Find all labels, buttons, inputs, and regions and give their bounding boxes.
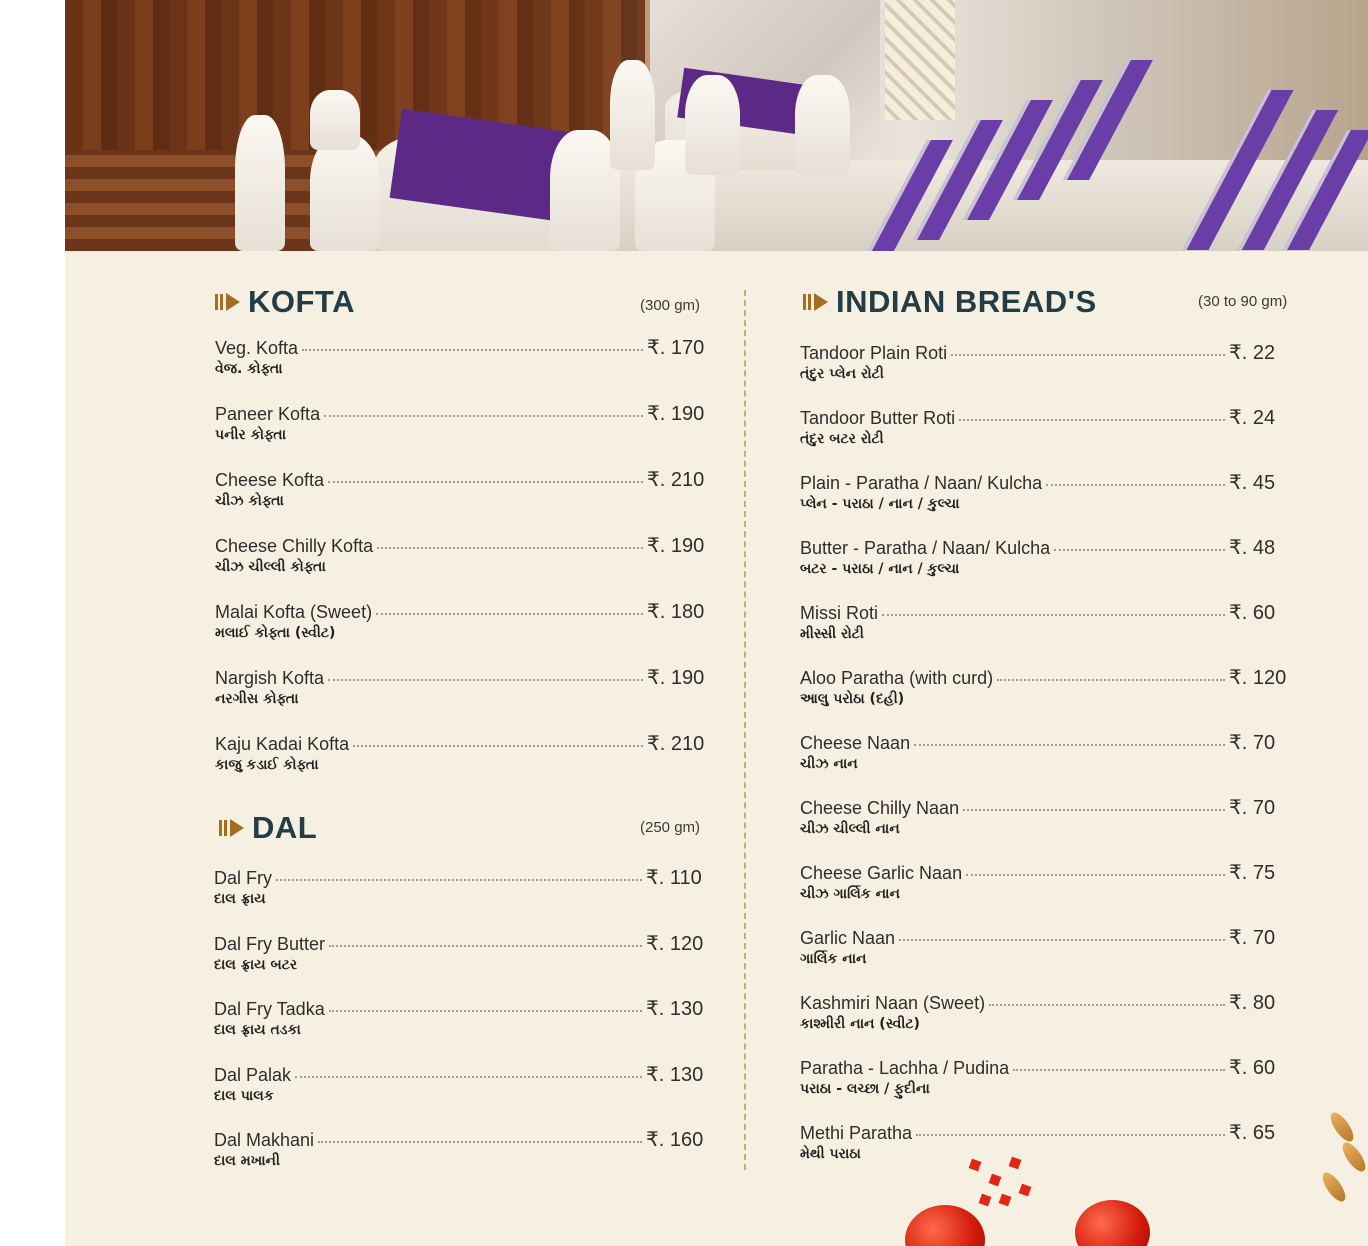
menu-item-name: Kaju Kadai Kofta [215,734,350,754]
portion-size: (30 to 90 gm) [1198,293,1288,310]
menu-item-row [800,535,1287,561]
menu-item-name: Veg. Kofta [215,338,299,358]
menu-item-gujarati-name: મીસ્સી રોટી [800,626,864,642]
menu-item-price: ₹. 22 [1229,342,1276,364]
dot-leader [959,419,1225,421]
menu-page [65,0,1368,1246]
menu-item [800,925,1287,975]
dot-leader [966,874,1225,876]
menu-item [800,665,1287,715]
dot-leader [1046,484,1225,486]
menu-item-price: ₹. 45 [1229,472,1276,494]
dot-leader [899,939,1225,941]
menu-item [800,600,1287,650]
menu-item-price: ₹. 190 [647,667,705,689]
menu-item-name: Kashmiri Naan (Sweet) [800,993,986,1013]
menu-item-name: Garlic Naan [800,928,896,948]
menu-item [800,535,1287,585]
menu-item [215,731,705,781]
menu-item-row [800,1120,1287,1146]
menu-item-row [800,340,1287,366]
menu-item-row [214,865,704,891]
menu-item-name: Paratha - Lachha / Pudina [800,1058,1010,1078]
dot-leader [882,614,1225,616]
menu-item-row [214,931,704,957]
dot-leader [376,613,643,615]
dot-leader [328,481,643,483]
menu-item-price: ₹. 210 [647,469,705,491]
menu-item-name: Tandoor Plain Roti [800,343,948,363]
menu-item-row [800,860,1287,886]
dal-section-header [219,810,317,846]
menu-item-name: Methi Paratha [800,1123,913,1143]
dot-leader [329,945,642,947]
dot-leader [324,415,643,417]
dot-leader [1054,549,1225,551]
play-arrow-icon [219,819,244,837]
menu-item-row [800,405,1287,431]
play-arrow-icon [215,293,240,311]
menu-item-gujarati-name: ચીઝ ચીલ્લી નાન [800,821,900,837]
menu-item-name: Cheese Chilly Kofta [215,536,374,556]
menu-item-row [215,599,705,625]
menu-item-price: ₹. 75 [1229,862,1276,884]
menu-item-price: ₹. 70 [1229,927,1276,949]
menu-item-row [800,990,1287,1016]
menu-item-row [214,1127,704,1153]
menu-item-gujarati-name: મેથી પરાઠા [800,1146,861,1162]
menu-item [800,340,1287,390]
dot-leader [328,679,643,681]
menu-item-gujarati-name: પરાઠા - લચ્છા / ફુદીના [800,1081,930,1097]
dot-leader [318,1141,642,1143]
menu-item-name: Dal Palak [214,1064,292,1085]
dot-leader [951,354,1225,356]
menu-item-row [215,467,705,493]
menu-item-price: ₹. 170 [647,337,705,359]
menu-item [214,1062,704,1112]
menu-item-gujarati-name: ગાર્લિક નાન [800,951,867,967]
menu-item-name: Plain - Paratha / Naan/ Kulcha [800,473,1043,493]
menu-item-name: Nargish Kofta [215,668,325,688]
menu-item-price: ₹. 70 [1229,797,1276,819]
dot-leader [329,1010,642,1012]
section-title: INDIAN BREAD'S [836,284,1097,319]
menu-item-name: Cheese Garlic Naan [800,863,963,883]
menu-item-name: Dal Makhani [214,1130,315,1150]
menu-item-gujarati-name: દાલ મખાની [214,1153,280,1169]
menu-item-gujarati-name: પ્લેન - પરાઠા / નાન / કુલ્ચા [800,496,960,512]
menu-item-gujarati-name: કાજુ કડાઈ કોફ્તા [215,757,319,773]
menu-item-gujarati-name: બટર - પરાઠા / નાન / કુલ્ચા [800,561,960,577]
menu-item [215,665,705,715]
menu-item-gujarati-name: તંદુર બટર રોટી [800,431,884,447]
menu-item [214,931,704,981]
menu-item [215,335,705,385]
menu-item-row [215,335,705,361]
menu-item-gujarati-name: ચીઝ કોફ્તા [215,493,284,509]
menu-item-row [800,925,1287,951]
menu-item [214,865,704,915]
menu-item-price: ₹. 120 [646,932,704,955]
menu-item-price: ₹. 210 [647,733,705,755]
kofta-section-header [215,284,355,320]
menu-item-price: ₹. 110 [646,867,702,889]
menu-item-name: Missi Roti [800,603,879,623]
dot-leader [276,879,642,881]
menu-item-price: ₹. 120 [1229,667,1287,689]
menu-item [800,730,1287,780]
menu-item-name: Cheese Kofta [215,470,325,490]
menu-item [800,860,1287,910]
menu-item-gujarati-name: વેજ. કોફ્તા [215,361,283,377]
dot-leader [377,547,643,549]
menu-item-price: ₹. 70 [1229,732,1276,754]
restaurant-banner-image [65,0,1368,251]
menu-item-price: ₹. 24 [1229,407,1276,429]
menu-item-gujarati-name: મલાઈ કોફ્તા (સ્વીટ) [215,625,336,641]
dot-leader [963,809,1225,811]
menu-item-name: Tandoor Butter Roti [800,408,956,428]
menu-item-gujarati-name: ચીઝ નાન [800,756,858,772]
menu-item-price: ₹. 160 [646,1129,704,1151]
menu-item-price: ₹. 190 [647,403,705,425]
menu-item-row [800,600,1287,626]
menu-item-row [215,731,705,757]
dot-leader [295,1076,642,1078]
menu-item-gujarati-name: પનીર કોફ્તા [215,427,287,443]
menu-item-price: ₹. 190 [647,535,705,557]
menu-item [214,996,704,1046]
menu-item-row [800,470,1287,496]
menu-item-price: ₹. 80 [1229,992,1276,1014]
menu-item-row [800,795,1287,821]
menu-item-row [214,1062,704,1088]
menu-item-row [215,401,705,427]
menu-item-gujarati-name: કાશ્મીરી નાન (સ્વીટ) [800,1016,920,1032]
dot-leader [916,1134,1225,1136]
menu-item-price: ₹. 65 [1229,1122,1276,1144]
menu-item-name: Dal Fry [214,868,272,888]
menu-item [800,405,1287,455]
menu-item-row [800,665,1287,691]
menu-item-gujarati-name: દાલ ફ્રાય બટર [214,956,298,973]
section-title: DAL [252,810,318,845]
menu-item-gujarati-name: નરગીસ કોફ્તા [215,691,299,707]
menu-item [800,1055,1287,1105]
play-arrow-icon [803,293,828,311]
menu-item [214,1127,704,1177]
menu-item-name: Butter - Paratha / Naan/ Kulcha [800,538,1051,558]
menu-item-price: ₹. 48 [1229,537,1276,559]
menu-item-gujarati-name: તંદુર પ્લેન રોટી [800,366,884,382]
menu-item-row [215,533,705,559]
menu-item [800,795,1287,845]
menu-item [215,467,705,517]
menu-item-name: Cheese Naan [800,733,911,753]
dot-leader [997,679,1225,681]
menu-item [215,401,705,451]
menu-item-price: ₹. 60 [1229,1057,1276,1079]
menu-item-price: ₹. 60 [1229,602,1276,624]
menu-item-gujarati-name: આલુ પરોઠા (દહી) [800,691,905,707]
menu-item-row [800,1055,1287,1081]
menu-item [800,1120,1287,1170]
portion-size: (300 gm) [640,297,701,314]
menu-item-gujarati-name: ચીઝ ગાર્લિક નાન [800,886,900,902]
menu-item-price: ₹. 180 [647,601,705,623]
menu-item-row [800,730,1287,756]
menu-item-gujarati-name: દાલ પાલક [214,1087,274,1104]
menu-item-name: Cheese Chilly Naan [800,798,960,818]
menu-item [800,470,1287,520]
menu-item-gujarati-name: દાલ ફ્રાય [214,891,266,907]
menu-item-name: Paneer Kofta [215,404,321,424]
menu-item-price: ₹. 130 [646,1063,704,1086]
menu-item [215,533,705,583]
portion-size: (250 gm) [640,819,701,836]
menu-item-name: Dal Fry Tadka [214,999,325,1019]
menu-item-name: Dal Fry Butter [214,933,326,954]
menu-item-row [214,996,704,1022]
dot-leader [914,744,1225,746]
dot-leader [989,1004,1225,1006]
section-title: KOFTA [248,284,355,319]
menu-item [215,599,705,649]
menu-item-gujarati-name: ચીઝ ચીલ્લી કોફ્તા [215,559,326,575]
menu-item-price: ₹. 130 [646,998,704,1020]
bread-section-header [803,284,1097,320]
menu-item-name: Aloo Paratha (with curd) [800,668,994,688]
menu-item-gujarati-name: દાલ ફ્રાય તડકા [214,1022,301,1038]
dot-leader [1013,1069,1225,1071]
dot-leader [302,349,643,351]
menu-item-row [215,665,705,691]
dot-leader [353,745,643,747]
column-divider [744,290,746,1170]
menu-item-name: Malai Kofta (Sweet) [215,602,373,622]
menu-item [800,990,1287,1040]
